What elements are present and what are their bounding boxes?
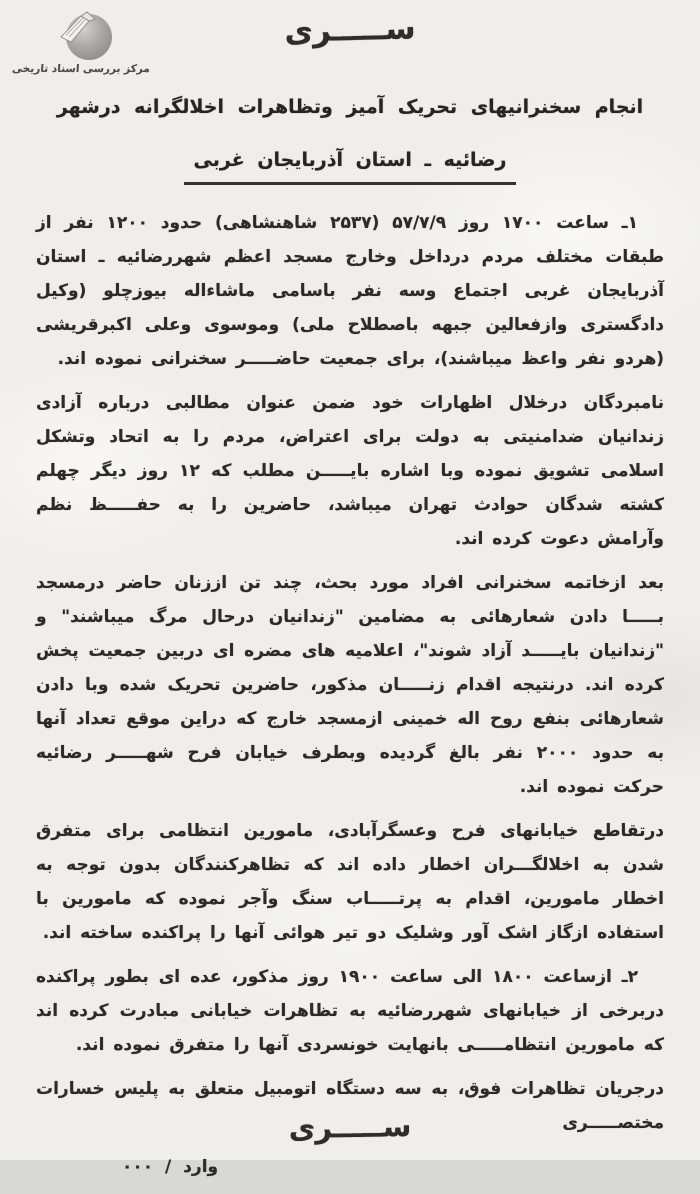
paragraph-5: ۲ـ ازساعت ۱۸۰۰ الی ساعت ۱۹۰۰ روز مذکور، عده ای بطور پراکنده دربرخی از خیابانهای شهررضائیه به تظاهرات خیابانی مبادرت کرده اند که مامورین انتظامـــــی بانهایت خونسردی آنها را متفرق نموده اند.	[36, 967, 664, 1055]
classification-stamp-top: ســـــری	[283, 10, 417, 50]
paragraph-2: نامبردگان درخلال اظهارات خود ضمن عنوان مطالبی درباره آزادی زندانیان ضدامنیتی به دولت برای اعتراض، مردم را به اتحاد وتشکل اسلامی تشویق نموده وبا اشاره بایـــــن مطلب که ۱۲ روز دیگر چهلم کشته شدگان حوادث تهران میباشد، حاضرین را به حفـــــظ نظم وآرامش دعوت کرده اند.	[36, 393, 664, 549]
document-title	[0, 96, 700, 185]
paragraph-4: درتقاطع خیابانهای فرح وعسگرآبادی، مامورین انتظامی برای متفرق شدن به اخلالگـــران اخطار داده اند که تظاهرکنندگان بدون توجه به اخطار مامورین، اقدام به پرتـــــاب سنگ وآجر نموده که مامورین با استفاده ازگاز اشک آور وشلیک دو تیر هوائی آنها را پراکنده ساخته اند.	[36, 821, 664, 943]
title-line-1: انجام سخنرانیهای تحریک آمیز وتظاهرات اخلالگرانه درشهر	[56, 96, 644, 118]
title-line-2: رضائیه ـ استان آذربایجان غربی	[184, 149, 517, 185]
document-body	[36, 206, 664, 1194]
paragraph-1: ۱ـ ساعت ۱۷۰۰ روز ۵۷/۷/۹ (۲۵۳۷ شاهنشاهی) حدود ۱۲۰۰ نفر از طبقات مختلف مردم درداخل وخارج مسجد اعظم شهررضائیه ـ استان آذربایجان غربی اجتماع وسه نفر باسامی ماشاءاله بیوزچلو (وکیل دادگستری وازفعالین جبهه باصطلاح ملی) وموسوی وعلی اکبرقریشی (هردو نفر واعظ میباشند)، برای جمعیت حاضـــــر سخنرانی نموده اند.	[36, 213, 664, 369]
paragraph-3: بعد ازخاتمه سخنرانی افراد مورد بحث، چند تن اززنان حاضر درمسجد بـــــا دادن شعارهائی به مضامین "زندانیان درحال مرگ میباشند" و "زندانیان بایـــــد آزاد شوند"، اعلامیه های مضره ای دربین جمعیت پخش کرده اند. درنتیجه اقدام زنـــــان مذکور، حاضرین تحریک شده وبا دادن شعارهائی بنفع روح اله خمینی ازمسجد خارج که دراین موقع تعداد آنها به حدود ۲۰۰۰ نفر بالغ گردیده وبطرف خیابان فرح شهـــــر رضائیه حرکت نموده اند.	[36, 573, 664, 797]
classification-stamp-bottom: ســـــری	[288, 1108, 412, 1146]
continuation-mark: وارد / ۰۰۰	[122, 1157, 219, 1177]
archive-logo-caption: مرکز بررسی اسناد تاریخی	[11, 63, 151, 75]
paragraph-6: درجریان تظاهرات فوق، به سه دستگاه اتومبیل متعلق به پلیس خسارات مختصـــــری	[36, 1079, 664, 1133]
archive-logo	[12, 10, 150, 75]
book-globe-icon	[39, 10, 123, 62]
